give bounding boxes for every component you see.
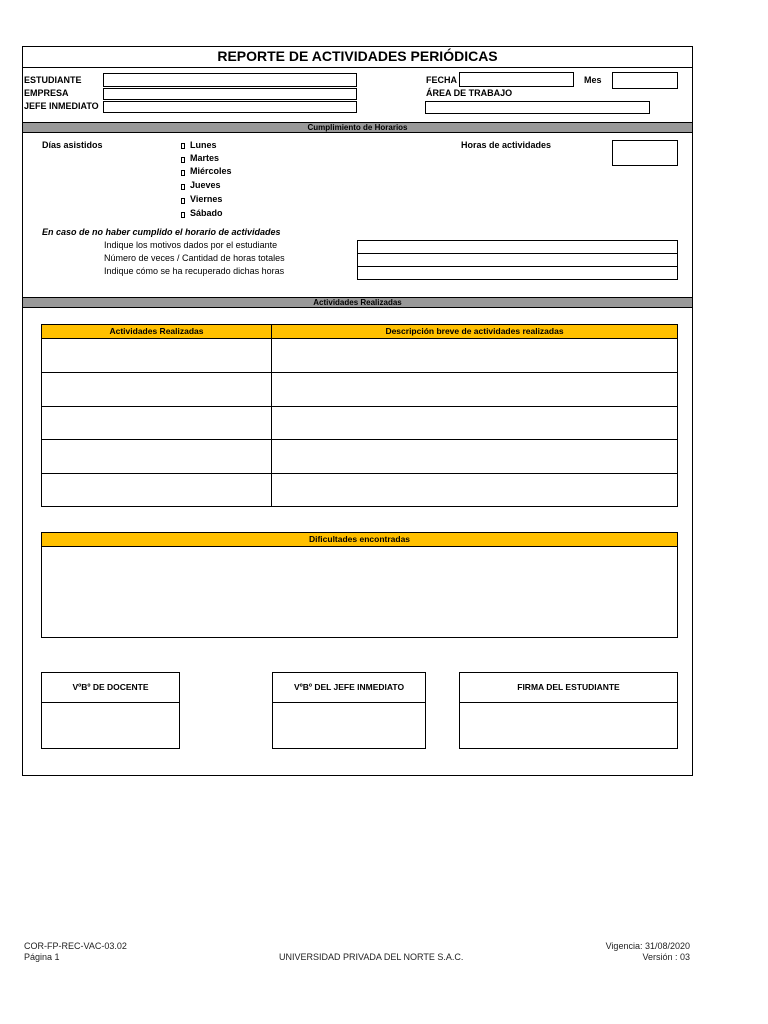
veces-field[interactable] — [357, 253, 678, 267]
fecha-label: FECHA — [426, 75, 457, 85]
footer-institution: UNIVERSIDAD PRIVADA DEL NORTE S.A.C. — [279, 952, 464, 962]
area-trabajo-field[interactable] — [425, 101, 650, 114]
footer-code: COR-FP-REC-VAC-03.02 — [24, 941, 127, 951]
mes-label: Mes — [584, 75, 602, 85]
day-checkbox[interactable] — [181, 198, 185, 204]
empresa-field[interactable] — [103, 88, 357, 100]
table-row-description-cell[interactable] — [271, 439, 678, 474]
recuperado-field[interactable] — [357, 266, 678, 280]
no-cumplido-heading: En caso de no haber cumplido el horario de actividades — [42, 227, 281, 237]
day-label: Jueves — [190, 180, 221, 190]
day-label: Sábado — [190, 208, 223, 218]
footer-vigencia: Vigencia: 31/08/2020 — [605, 941, 690, 951]
table-row-activity-cell[interactable] — [41, 473, 272, 507]
day-checkbox[interactable] — [181, 143, 185, 149]
motivos-field[interactable] — [357, 240, 678, 254]
day-checkbox[interactable] — [181, 157, 185, 163]
day-label: Miércoles — [190, 166, 232, 176]
vobo-docente-box[interactable] — [41, 672, 180, 749]
table-row-activity-cell[interactable] — [41, 372, 272, 407]
day-label: Lunes — [190, 140, 217, 150]
estudiante-field[interactable] — [103, 73, 357, 87]
vobo-jefe-box[interactable] — [272, 672, 426, 749]
title-divider — [22, 67, 693, 68]
day-label: Martes — [190, 153, 220, 163]
day-checkbox[interactable] — [181, 170, 185, 176]
table-row-description-cell[interactable] — [271, 406, 678, 440]
dificultades-header: Dificultades encontradas — [41, 532, 678, 547]
fecha-field[interactable] — [459, 72, 574, 87]
area-trabajo-label: ÁREA DE TRABAJO — [426, 88, 513, 98]
table-row-description-cell[interactable] — [271, 473, 678, 507]
actividades-section-bar: Actividades Realizadas — [23, 297, 692, 308]
table-row-activity-cell[interactable] — [41, 338, 272, 373]
page-title: REPORTE DE ACTIVIDADES PERIÓDICAS — [217, 48, 498, 64]
estudiante-label: ESTUDIANTE — [24, 75, 82, 85]
vobo-docente-label: VºBº DE DOCENTE — [42, 673, 179, 703]
descripcion-col-header: Descripción breve de actividades realizadas — [271, 324, 678, 339]
day-label: Viernes — [190, 194, 223, 204]
motivos-label: Indique los motivos dados por el estudiante — [104, 240, 278, 250]
jefe-inmediato-field[interactable] — [103, 101, 357, 113]
recuperado-label: Indique cómo se ha recuperado dichas horas — [104, 266, 285, 276]
horas-actividades-field[interactable] — [612, 140, 678, 166]
horarios-section-bar: Cumplimiento de Horarios — [23, 122, 692, 133]
day-checkbox[interactable] — [181, 184, 185, 190]
dias-asistidos-label: Días asistidos — [42, 140, 103, 150]
veces-label: Número de veces / Cantidad de horas totales — [104, 253, 285, 263]
table-row-activity-cell[interactable] — [41, 439, 272, 474]
footer-page: Página 1 — [24, 952, 60, 962]
vobo-jefe-label: VºBº DEL JEFE INMEDIATO — [273, 673, 425, 703]
day-checkbox[interactable] — [181, 212, 185, 218]
dificultades-textarea[interactable] — [41, 546, 678, 638]
firma-estudiante-label: FIRMA DEL ESTUDIANTE — [460, 673, 677, 703]
table-row-activity-cell[interactable] — [41, 406, 272, 440]
footer-version: Versión : 03 — [642, 952, 690, 962]
firma-estudiante-box[interactable] — [459, 672, 678, 749]
jefe-inmediato-label: JEFE INMEDIATO — [24, 101, 99, 111]
mes-field[interactable] — [612, 72, 678, 89]
horas-actividades-label: Horas de actividades — [461, 140, 552, 150]
table-row-description-cell[interactable] — [271, 338, 678, 373]
actividades-col-header: Actividades Realizadas — [41, 324, 272, 339]
table-row-description-cell[interactable] — [271, 372, 678, 407]
empresa-label: EMPRESA — [24, 88, 69, 98]
